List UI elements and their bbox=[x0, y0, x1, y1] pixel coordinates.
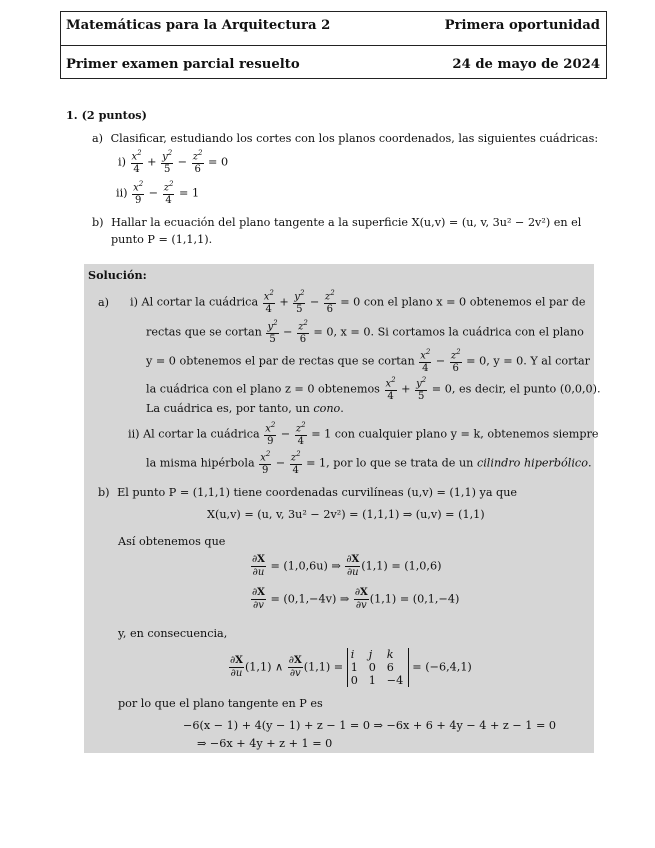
solution-b-eq-5: −6(x − 1) + 4(y − 1) + z − 1 = 0 ⇒ −6x + 6 + 4y − 4 + z − 1 = 0 bbox=[183, 719, 556, 732]
solution-ai-line-4: la cuádrica con el plano z = 0 obtenemos $\frac{x^2}{4}$ + $\frac{y^2}{5}$ = 0, es decir, el punto (0,0,0). bbox=[146, 376, 601, 403]
det-cell: 1 bbox=[350, 661, 358, 674]
solution-b-text-2: Así obtenemos que bbox=[118, 535, 226, 548]
solution-ai-period: . bbox=[340, 402, 344, 415]
part-a-statement bbox=[92, 132, 598, 145]
quadric-i: i) $\frac{x^2}{4}$ + $\frac{y^2}{5}$ − $\frac{z^2}{6}$ = 0 bbox=[118, 149, 229, 176]
solution-ai-line-3: y = 0 obtenemos el par de rectas que se cortan $\frac{x^2}{4}$ − $\frac{z^2}{6}$ = 0, y = 0. Y al cortar bbox=[146, 348, 590, 375]
problem-index: 1. bbox=[66, 108, 78, 122]
part-b-text-2: punto P = (1,1,1). bbox=[111, 233, 213, 246]
solution-b-eq-4a: (1,1) ∧ bbox=[244, 660, 284, 674]
solution-ai-cone: cono bbox=[313, 402, 341, 415]
quadric-ii: ii) $\frac{x^2}{9}$ − $\frac{z^2}{4}$ = 1 bbox=[116, 180, 200, 207]
session-label: Primera oportunidad bbox=[444, 18, 600, 33]
quadric-ii-label: ii) bbox=[116, 186, 128, 200]
solution-ai-line-2: rectas que se cortan $\frac{y^2}{5}$ − $\frac{z^2}{6}$ = 0, x = 0. Si cortamos la cuádrica con el plano bbox=[146, 319, 584, 346]
solution-b-eq-3b: (1,1) = (0,1,−4) bbox=[369, 592, 460, 606]
solution-ai-text-1b: = 0 con el plano x = 0 obtenemos el par de bbox=[340, 295, 586, 309]
solution-b-eq-2b: (1,1) = (1,0,6) bbox=[361, 559, 442, 573]
solution-ai-line-1: i) Al cortar la cuádrica $\frac{x^2}{4}$ + $\frac{y^2}{5}$ − $\frac{z^2}{6}$ = 0 con el plano x = 0 obtenemos el par de bbox=[130, 289, 586, 316]
solution-ai-label: i) bbox=[130, 295, 138, 309]
solution-b-text-3: y, en consecuencia, bbox=[118, 627, 228, 640]
solution-b-line-1 bbox=[98, 486, 517, 499]
solution-aii-label: ii) bbox=[128, 427, 140, 441]
part-b-text-1: Hallar la ecuación del plano tangente a la superficie X(u,v) = (u, v, 3u² − 2v²) en el bbox=[111, 216, 582, 229]
solution-title: Solución: bbox=[88, 268, 147, 282]
exam-title: Primer examen parcial resuelto bbox=[66, 57, 300, 72]
solution-b-eq-6: ⇒ −6x + 4y + z + 1 = 0 bbox=[197, 737, 333, 750]
part-a-label: a) bbox=[92, 132, 104, 145]
det-cell: 0 bbox=[368, 661, 376, 674]
det-cell: −4 bbox=[386, 674, 404, 687]
solution-b-eq-2a: = (1,0,6u) ⇒ bbox=[270, 559, 341, 573]
solution-b-eq-4b: (1,1) = bbox=[303, 660, 344, 674]
solution-ai-line-5 bbox=[146, 402, 344, 415]
solution-aii-text-2b: = 1, por lo que se trata de un bbox=[306, 456, 474, 470]
solution-aii-text-1b: = 1 con cualquier plano y = k, obtenemos siempre bbox=[311, 427, 599, 441]
solution-ai-text-3a: y = 0 obtenemos el par de rectas que se cortan bbox=[146, 354, 415, 368]
solution-ai-text-3b: = 0, y = 0. Y al cortar bbox=[466, 354, 590, 368]
part-b-statement bbox=[92, 216, 581, 229]
det-cell: 1 bbox=[368, 674, 376, 687]
solution-aii-cylinder: cilindro hiperbólico bbox=[476, 456, 588, 470]
det-cell: 0 bbox=[350, 674, 358, 687]
solution-b-eq-4c: = (−6,4,1) bbox=[412, 660, 472, 674]
solution-ai-text-4b: = 0, es decir, el punto (0,0,0). bbox=[431, 382, 601, 396]
problem-points: (2 puntos) bbox=[81, 108, 147, 122]
determinant-matrix bbox=[347, 648, 409, 687]
part-b-label: b) bbox=[92, 216, 104, 229]
solution-aii-line-1: ii) Al cortar la cuádrica $\frac{x^2}{9}$ − $\frac{z^2}{4}$ = 1 con cualquier plano y = k, obtenemos siempre bbox=[128, 421, 599, 448]
course-title: Matemáticas para la Arquitectura 2 bbox=[66, 18, 331, 33]
solution-b-eq-3: $\frac{\partial X}{\partial v}$ = (0,1,−4v) ⇒ $\frac{\partial X}{\partial v}$ (1,1) = (0,1,−4) bbox=[252, 587, 460, 611]
det-cell: 6 bbox=[386, 661, 394, 674]
solution-b-eq-4: $\frac{\partial X}{\partial u}$ (1,1) ∧ $\frac{\partial X}{\partial v}$ (1,1) = i j k 1 0 6 0 1 −4 = (−6,4,1) bbox=[230, 648, 472, 687]
solution-aii-line-2: la misma hipérbola $\frac{x^2}{9}$ − $\frac{z^2}{4}$ = 1, por lo que se trata de un cilindro hiperbólico. bbox=[146, 450, 592, 477]
problem-number bbox=[66, 108, 147, 122]
solution-ai-text-5a: La cuádrica es, por tanto, un bbox=[146, 402, 310, 415]
solution-aii-text-2a: la misma hipérbola bbox=[146, 456, 255, 470]
det-cell: k bbox=[386, 648, 394, 661]
solution-ai-text-4a: la cuádrica con el plano z = 0 obtenemos bbox=[146, 382, 380, 396]
solution-b-text-1: El punto P = (1,1,1) tiene coordenadas curvilíneas (u,v) = (1,1) ya que bbox=[117, 486, 518, 499]
solution-aii-period: . bbox=[587, 456, 592, 470]
solution-b-eq-3a: = (0,1,−4v) ⇒ bbox=[270, 592, 350, 606]
solution-ai-text-1: Al cortar la cuádrica bbox=[141, 295, 259, 309]
solution-b-eq-2: $\frac{\partial X}{\partial u}$ = (1,0,6u) ⇒ $\frac{\partial X}{\partial u}$ (1,1) = (1,0,6) bbox=[252, 554, 442, 578]
solution-ai-text-2a: rectas que se cortan bbox=[146, 325, 262, 339]
solution-b-text-4: por lo que el plano tangente en P es bbox=[118, 697, 323, 710]
solution-b-eq-1: X(u,v) = (u, v, 3u² − 2v²) = (1,1,1) ⇒ (u,v) = (1,1) bbox=[207, 508, 485, 521]
header-box bbox=[60, 11, 607, 79]
part-a-text: Clasificar, estudiando los cortes con los planos coordenados, las siguientes cuádricas: bbox=[110, 132, 599, 145]
quadric-i-label: i) bbox=[118, 155, 126, 169]
det-cell: i bbox=[350, 648, 355, 661]
solution-aii-text-1a: Al cortar la cuádrica bbox=[143, 427, 260, 441]
det-cell: j bbox=[368, 648, 373, 661]
exam-date: 24 de mayo de 2024 bbox=[452, 57, 600, 72]
solution-ai-text-2b: = 0, x = 0. Si cortamos la cuádrica con el plano bbox=[313, 325, 584, 339]
header-divider bbox=[61, 45, 606, 46]
solution-b-label: b) bbox=[98, 486, 110, 499]
solution-a-label: a) bbox=[98, 296, 110, 309]
